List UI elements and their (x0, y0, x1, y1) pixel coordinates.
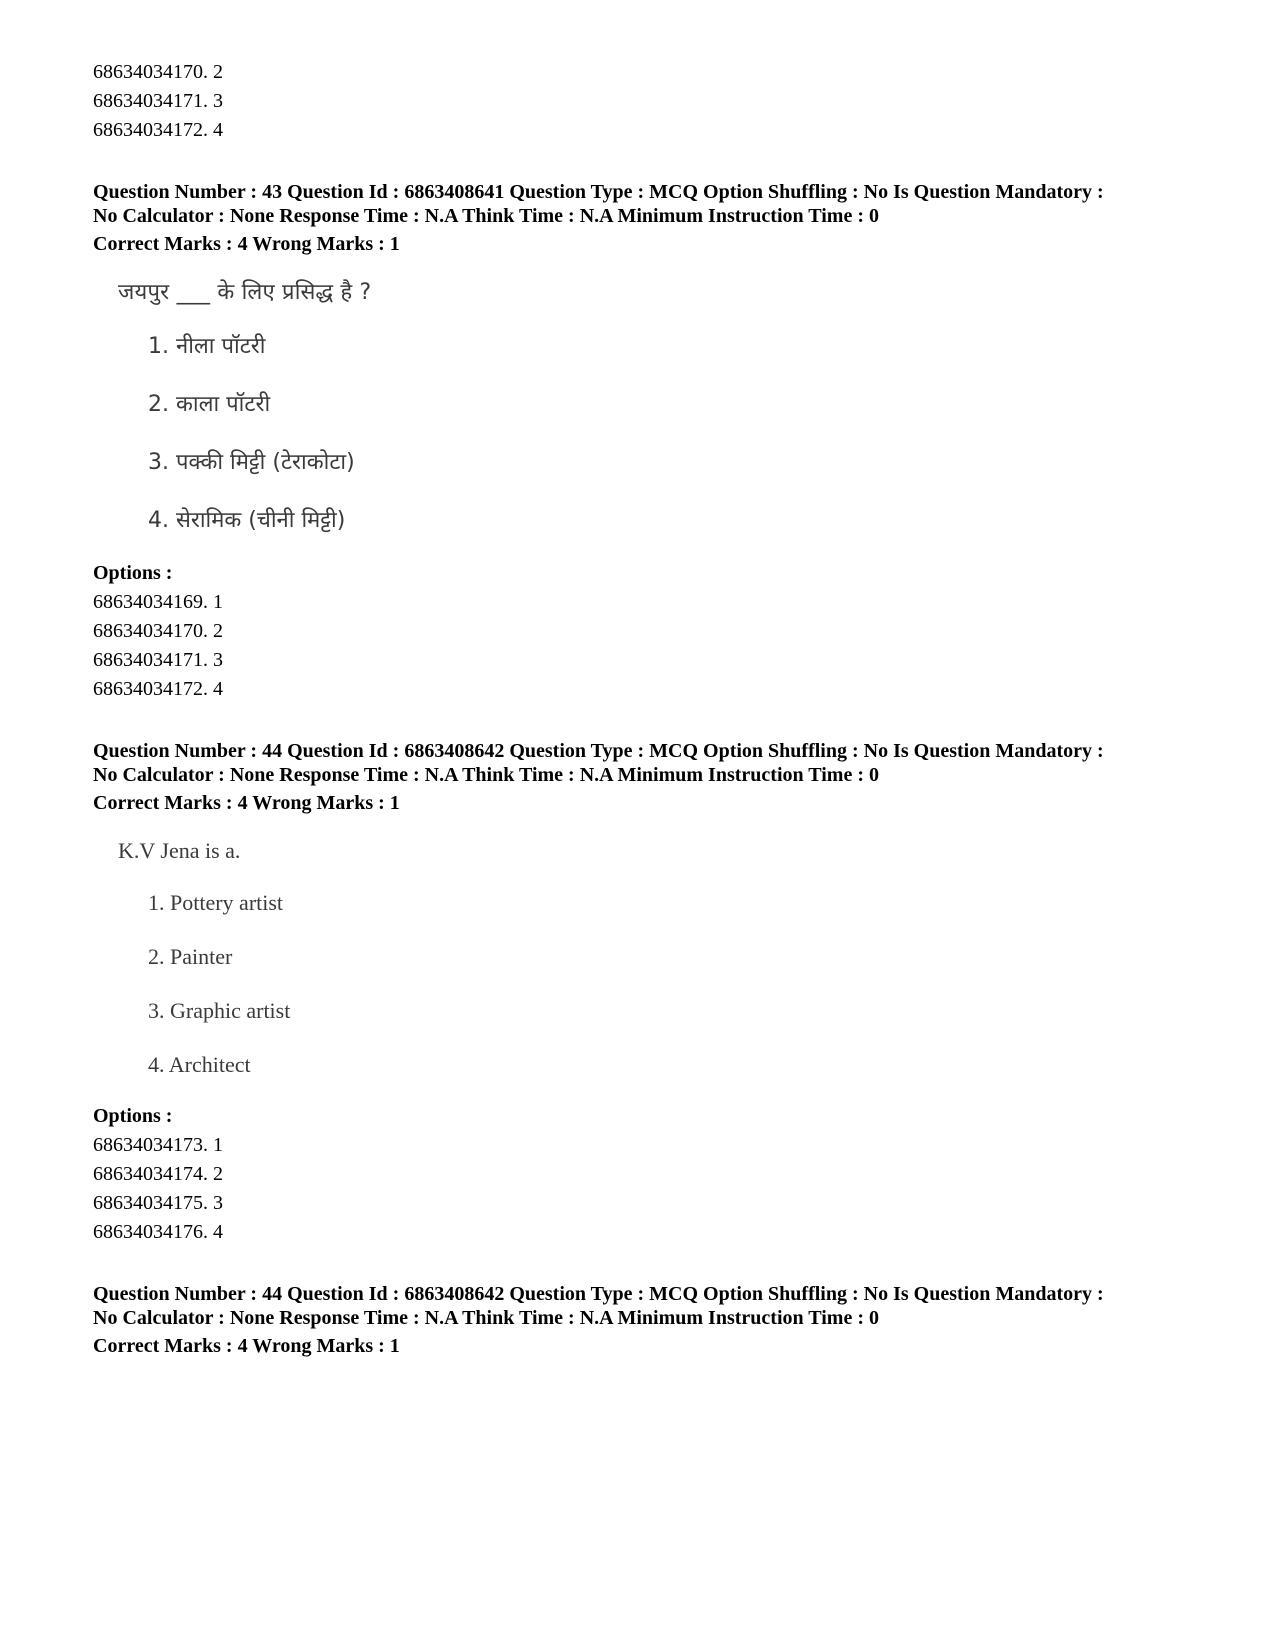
question-choice: 2. Painter (148, 944, 233, 969)
option-id-line: 68634034174. 2 (93, 1163, 223, 1185)
option-id-line: 68634034172. 4 (93, 678, 223, 700)
question-choice: 1. Pottery artist (148, 890, 284, 915)
option-id-line: 68634034170. 2 (93, 61, 223, 83)
question-image (118, 277, 1193, 537)
question-block-43 (93, 180, 1193, 704)
option-id-line: 68634034173. 1 (93, 1134, 223, 1156)
question-block-44 (93, 739, 1193, 1247)
question-image (118, 836, 1193, 1080)
question-marks: Correct Marks : 4 Wrong Marks : 1 (93, 792, 400, 814)
carryover-options (93, 58, 1193, 145)
option-id-line: 68634034170. 2 (93, 620, 223, 642)
question-choice: 3. पक्की मिट्टी (टेराकोटा) (148, 450, 355, 475)
question-choice: 4. सेरामिक (चीनी मिट्टी) (148, 508, 346, 533)
question-choices (148, 331, 1193, 537)
option-id-line: 68634034172. 4 (93, 119, 223, 141)
option-id-line: 68634034169. 1 (93, 591, 223, 613)
document-page (93, 58, 1193, 1361)
option-id-line: 68634034175. 3 (93, 1192, 223, 1214)
question-meta-line-1: Question Number : 43 Question Id : 6863408641 Question Type : MCQ Option Shuffling : No Is Question Mandatory : (93, 181, 1104, 203)
question-choices (148, 888, 1193, 1080)
question-meta-line-2: No Calculator : None Response Time : N.A Think Time : N.A Minimum Instruction Time : 0 (93, 764, 879, 786)
question-meta-line-2: No Calculator : None Response Time : N.A Think Time : N.A Minimum Instruction Time : 0 (93, 1307, 879, 1329)
question-choice: 2. काला पॉटरी (148, 392, 271, 417)
question-meta-line-1: Question Number : 44 Question Id : 6863408642 Question Type : MCQ Option Shuffling : No Is Question Mandatory : (93, 740, 1104, 762)
question-text: जयपुर ___ के लिए प्रसिद्ध है ? (118, 280, 372, 305)
question-meta-line-2: No Calculator : None Response Time : N.A Think Time : N.A Minimum Instruction Time : 0 (93, 205, 879, 227)
question-choice: 1. नीला पॉटरी (148, 334, 266, 359)
option-id-line: 68634034171. 3 (93, 90, 223, 112)
question-choice: 3. Graphic artist (148, 998, 291, 1023)
options-label: Options : (93, 562, 173, 584)
question-marks: Correct Marks : 4 Wrong Marks : 1 (93, 1335, 400, 1357)
question-block-trailing (93, 1282, 1193, 1361)
question-meta-line-1: Question Number : 44 Question Id : 6863408642 Question Type : MCQ Option Shuffling : No Is Question Mandatory : (93, 1283, 1104, 1305)
options-label: Options : (93, 1105, 173, 1127)
question-text: K.V Jena is a. (118, 838, 241, 863)
option-id-line: 68634034171. 3 (93, 649, 223, 671)
question-marks: Correct Marks : 4 Wrong Marks : 1 (93, 233, 400, 255)
question-choice: 4. Architect (148, 1052, 251, 1077)
option-id-line: 68634034176. 4 (93, 1221, 223, 1243)
